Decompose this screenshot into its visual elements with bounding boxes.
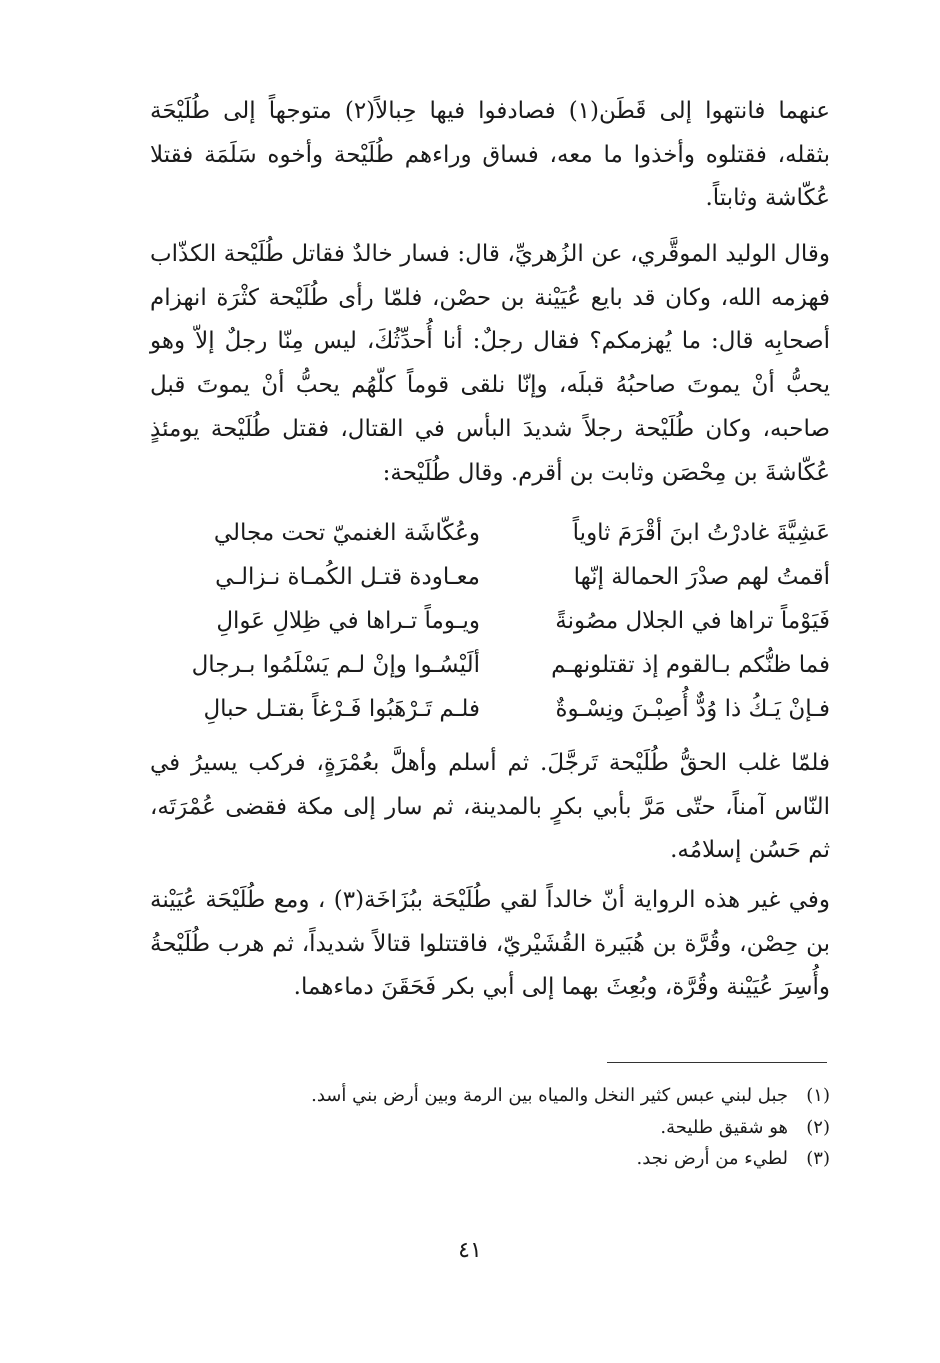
verse-line	[150, 600, 830, 644]
main-text-top	[150, 90, 830, 501]
main-text-bottom	[150, 742, 830, 1010]
page-number: ٤١	[458, 1238, 482, 1263]
verse-line	[150, 644, 830, 688]
verse-first-hemistich: فما ظنُّكم بـالقوم إذ تقتلونهـم	[551, 652, 830, 678]
footnote-text: لطيء من أرض نجد.	[636, 1148, 788, 1169]
footnote-text: جبل لبني عبس كثير النخل والمياه بين الرمة وبين أرض بني أسد.	[311, 1085, 788, 1106]
paragraph-4: وفي غير هذه الرواية أنّ خالداً لقي طُلَيْحَة ببُزَاخَة(٣) ، ومع طُلَيْحَة عُيَيْنة بن حِصْن، وقُرَّة بن هُبَيرة القُشَيْريّ، فاقتتلوا قتالاً شديداً، ثم هرب طُلَيْحةُ وأُسِرَ عُيَيْنة وقُرَّة، وبُعِثَ بهما إلى أبي بكر فَحَقَنَ دماءهما.	[150, 887, 830, 1001]
footnotes	[150, 1080, 830, 1175]
verse-second-hemistich: معـاودة قتـل الكُمـاة نـزالـي	[215, 564, 480, 590]
footnote	[150, 1080, 830, 1112]
verse-second-hemistich: فلـم تَـرْهَبُوا فَـرْغاً بقتـل حبالِ	[203, 696, 480, 722]
verse-second-hemistich: وعُكّاشَة الغنميّ تحت مجالي	[213, 520, 480, 546]
footnote	[150, 1143, 830, 1175]
paragraph-2: وقال الوليد الموقَّري، عن الزُهريِّ، قال: فسار خالدٌ فقاتل طُلَيْحة الكذّاب فهزمه الله، وكان قد بايع عُيَيْنة بن حصْن، فلمّا رأى طُلَيْحة كثْرَة انهزام أصحابِه قال: ما يُهزمكم؟ فقال رجلٌ: أنا أُحدِّثُكَ، ليس مِنّا رجلٌ إلاّ وهو يحبُّ أنْ يموتَ صاحبُهُ قبلَه، وإنّا نلقى قوماً كلّهُم يحبُّ أنْ يموتَ قبل صاحبه، وكان طُلَيْحة رجلاً شديدَ البأس في القتال، فقتل طُلَيْحة يومئذٍ عُكّاشةَ بن مِحْصَن وثابت بن أقرم. وقال طُلَيْحة:	[150, 241, 830, 486]
verse-first-hemistich: فَيَوْماً تراها في الجلال مصُونةً	[555, 608, 830, 634]
verse-line	[150, 512, 830, 556]
verse-first-hemistich: عَشِيَّةَ غادرْتُ ابنَ أقْرَمَ ثاوياً	[572, 520, 830, 546]
footnote	[150, 1112, 830, 1144]
footnote-number: (٢)	[806, 1116, 830, 1138]
verse-line	[150, 556, 830, 600]
paragraph-1: عنهما فانتهوا إلى قَطَن(١) فصادفوا فيها حِبالاً(٢) متوجهاً إلى طُلَيْحَة بثقله، فقتلوه وأخذوا ما معه، فساق وراءهم طُلَيْحة وأخوه سَلَمَة فقتلا عُكّاشة وثابتاً.	[150, 98, 830, 212]
footnote-text: هو شقيق طليحة.	[660, 1116, 788, 1138]
footnote-divider	[607, 1062, 827, 1063]
verse-first-hemistich: فـإنْ يَـكُ ذا وُدٌّ أُصِبْـنَ ونِسْـوةٌ	[555, 696, 830, 722]
poem	[150, 512, 830, 732]
footnote-number: (٣)	[806, 1148, 830, 1169]
footnote-number: (١)	[806, 1085, 830, 1106]
paragraph-3: فلمّا غلب الحقُّ طُلَيْحة تَرجَّلَ. ثم أسلم وأهلَّ بعُمْرَةٍ، فركب يسيرُ في النّاس آمناً، حتّى مَرَّ بأبي بكرٍ بالمدينة، ثم سار إلى مكة فقضى عُمْرَتَه، ثم حَسُن إسلامُه.	[150, 750, 830, 864]
verse-second-hemistich: ألَيْسُـوا وإنْ لـم يَسْلَمُوا بـرجال	[191, 652, 480, 678]
verse-second-hemistich: ويـوماً تـراها في ظِلالِ عَوالِ	[216, 608, 480, 634]
verse-line	[150, 688, 830, 732]
verse-first-hemistich: أقمتُ لهم صدْرَ الحمالة إنّها	[573, 564, 830, 590]
